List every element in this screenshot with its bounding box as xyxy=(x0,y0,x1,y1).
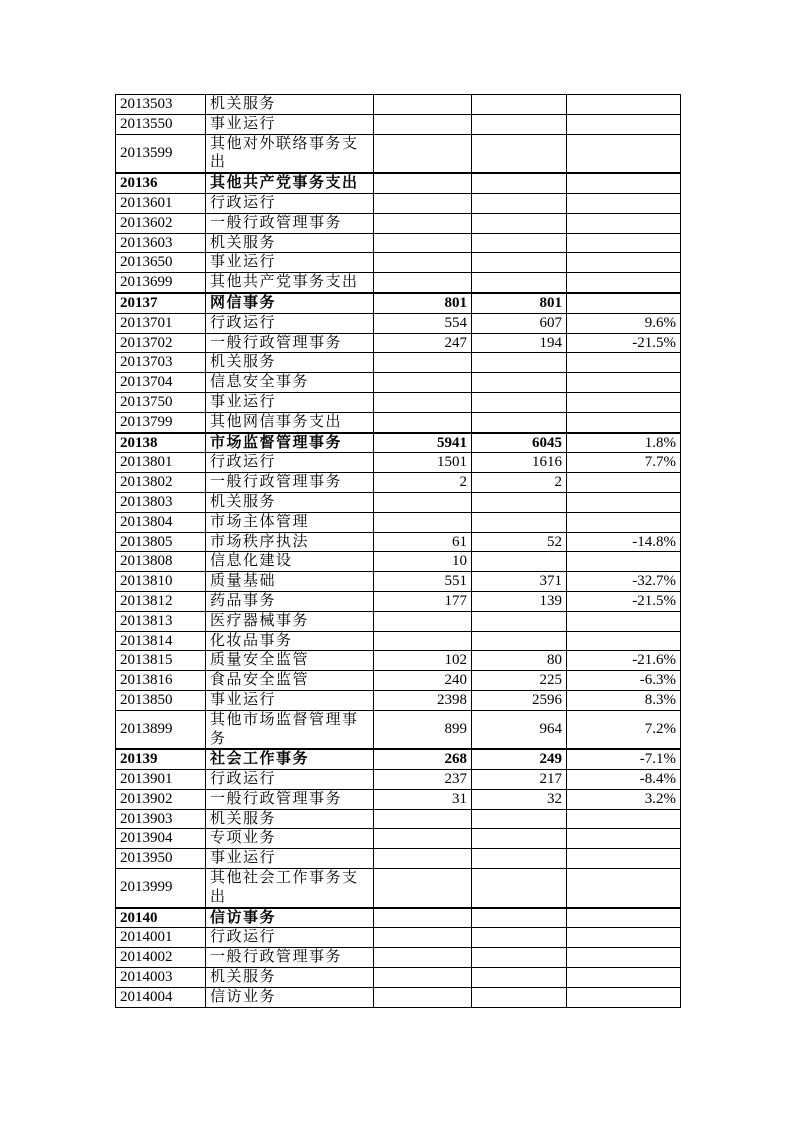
row-code: 2013902 xyxy=(116,789,206,809)
table-row xyxy=(116,749,681,769)
row-amount-2 xyxy=(472,809,567,829)
row-change-pct xyxy=(567,928,681,948)
row-amount-2 xyxy=(472,512,567,532)
row-code: 2013603 xyxy=(116,233,206,253)
row-amount-1 xyxy=(374,869,472,908)
row-change-pct xyxy=(567,173,681,193)
table-row xyxy=(116,710,681,749)
row-amount-1 xyxy=(374,809,472,829)
row-amount-1: 247 xyxy=(374,333,472,353)
row-amount-1: 268 xyxy=(374,749,472,769)
row-change-pct xyxy=(567,829,681,849)
row-code: 20137 xyxy=(116,293,206,313)
row-name: 信息化建设 xyxy=(206,552,374,572)
table-row xyxy=(116,869,681,908)
row-code: 2013850 xyxy=(116,690,206,710)
row-amount-1 xyxy=(374,373,472,393)
row-code: 2013899 xyxy=(116,710,206,749)
row-name: 行政运行 xyxy=(206,193,374,213)
table-row xyxy=(116,95,681,115)
row-name: 事业运行 xyxy=(206,690,374,710)
row-amount-1: 2398 xyxy=(374,690,472,710)
row-name: 机关服务 xyxy=(206,968,374,988)
row-code: 2013601 xyxy=(116,193,206,213)
row-amount-2 xyxy=(472,987,567,1007)
row-change-pct: -6.3% xyxy=(567,671,681,691)
row-name: 其他市场监督管理事务 xyxy=(206,710,374,749)
table-row xyxy=(116,690,681,710)
row-amount-2 xyxy=(472,173,567,193)
table-row xyxy=(116,829,681,849)
row-change-pct xyxy=(567,134,681,173)
row-amount-2 xyxy=(472,552,567,572)
row-change-pct xyxy=(567,849,681,869)
row-name: 事业运行 xyxy=(206,849,374,869)
row-amount-1: 10 xyxy=(374,552,472,572)
row-amount-1: 237 xyxy=(374,770,472,790)
row-name: 机关服务 xyxy=(206,233,374,253)
row-amount-1 xyxy=(374,928,472,948)
table-row xyxy=(116,928,681,948)
table-row xyxy=(116,273,681,293)
row-amount-1 xyxy=(374,512,472,532)
row-amount-2 xyxy=(472,849,567,869)
row-amount-1: 61 xyxy=(374,532,472,552)
row-amount-2 xyxy=(472,412,567,432)
row-name: 机关服务 xyxy=(206,809,374,829)
row-amount-2: 2 xyxy=(472,473,567,493)
row-amount-1 xyxy=(374,233,472,253)
row-name: 一般行政管理事务 xyxy=(206,333,374,353)
row-change-pct: -32.7% xyxy=(567,572,681,592)
row-code: 2013950 xyxy=(116,849,206,869)
table-row xyxy=(116,134,681,173)
row-amount-1: 177 xyxy=(374,591,472,611)
row-code: 2013999 xyxy=(116,869,206,908)
row-code: 2013810 xyxy=(116,572,206,592)
row-amount-1 xyxy=(374,173,472,193)
row-amount-2 xyxy=(472,193,567,213)
row-code: 2013704 xyxy=(116,373,206,393)
row-amount-2 xyxy=(472,213,567,233)
table-row xyxy=(116,492,681,512)
row-amount-1: 554 xyxy=(374,313,472,333)
row-change-pct xyxy=(567,373,681,393)
row-amount-2 xyxy=(472,134,567,173)
row-name: 事业运行 xyxy=(206,253,374,273)
row-amount-2 xyxy=(472,353,567,373)
row-amount-1 xyxy=(374,829,472,849)
row-code: 2013550 xyxy=(116,114,206,134)
row-amount-2: 6045 xyxy=(472,433,567,453)
row-amount-1: 899 xyxy=(374,710,472,749)
row-name: 其他共产党事务支出 xyxy=(206,173,374,193)
row-code: 2013503 xyxy=(116,95,206,115)
row-name: 化妆品事务 xyxy=(206,631,374,651)
row-change-pct: -21.5% xyxy=(567,591,681,611)
row-amount-1: 240 xyxy=(374,671,472,691)
table-row xyxy=(116,433,681,453)
row-amount-2 xyxy=(472,392,567,412)
table-row xyxy=(116,253,681,273)
row-change-pct: 8.3% xyxy=(567,690,681,710)
row-change-pct xyxy=(567,869,681,908)
row-amount-2: 217 xyxy=(472,770,567,790)
table-row xyxy=(116,453,681,473)
row-amount-1: 1501 xyxy=(374,453,472,473)
row-name: 专项业务 xyxy=(206,829,374,849)
row-change-pct xyxy=(567,512,681,532)
table-row xyxy=(116,412,681,432)
row-amount-1: 31 xyxy=(374,789,472,809)
table-row xyxy=(116,473,681,493)
table-row xyxy=(116,293,681,313)
row-name: 市场主体管理 xyxy=(206,512,374,532)
row-code: 2013816 xyxy=(116,671,206,691)
row-change-pct xyxy=(567,233,681,253)
row-amount-1 xyxy=(374,134,472,173)
row-amount-2 xyxy=(472,948,567,968)
row-change-pct: 9.6% xyxy=(567,313,681,333)
row-code: 2013650 xyxy=(116,253,206,273)
row-amount-1: 551 xyxy=(374,572,472,592)
row-amount-2: 139 xyxy=(472,591,567,611)
row-amount-2: 52 xyxy=(472,532,567,552)
row-name: 其他对外联络事务支出 xyxy=(206,134,374,173)
row-name: 市场秩序执法 xyxy=(206,532,374,552)
row-amount-1: 102 xyxy=(374,651,472,671)
row-code: 2013815 xyxy=(116,651,206,671)
row-amount-2 xyxy=(472,611,567,631)
table-row xyxy=(116,512,681,532)
table-row xyxy=(116,373,681,393)
row-amount-2 xyxy=(472,928,567,948)
row-amount-1 xyxy=(374,213,472,233)
row-change-pct xyxy=(567,948,681,968)
row-code: 2013702 xyxy=(116,333,206,353)
table-row xyxy=(116,789,681,809)
budget-table-body xyxy=(116,95,681,1008)
row-amount-2 xyxy=(472,631,567,651)
row-change-pct: -7.1% xyxy=(567,749,681,769)
row-amount-1 xyxy=(374,193,472,213)
row-amount-2: 32 xyxy=(472,789,567,809)
row-name: 一般行政管理事务 xyxy=(206,789,374,809)
row-code: 2013812 xyxy=(116,591,206,611)
row-code: 2013803 xyxy=(116,492,206,512)
row-change-pct: -14.8% xyxy=(567,532,681,552)
row-name: 机关服务 xyxy=(206,95,374,115)
row-name: 其他社会工作事务支出 xyxy=(206,869,374,908)
row-amount-2: 194 xyxy=(472,333,567,353)
row-change-pct xyxy=(567,253,681,273)
row-name: 医疗器械事务 xyxy=(206,611,374,631)
row-name: 其他网信事务支出 xyxy=(206,412,374,432)
row-code: 2013813 xyxy=(116,611,206,631)
table-row xyxy=(116,114,681,134)
row-change-pct xyxy=(567,392,681,412)
table-row xyxy=(116,631,681,651)
row-amount-1 xyxy=(374,353,472,373)
table-row xyxy=(116,333,681,353)
row-amount-2: 371 xyxy=(472,572,567,592)
row-name: 药品事务 xyxy=(206,591,374,611)
table-row xyxy=(116,968,681,988)
table-row xyxy=(116,591,681,611)
row-name: 行政运行 xyxy=(206,313,374,333)
row-code: 2013699 xyxy=(116,273,206,293)
row-amount-1 xyxy=(374,968,472,988)
row-change-pct xyxy=(567,987,681,1007)
row-change-pct xyxy=(567,95,681,115)
row-name: 机关服务 xyxy=(206,353,374,373)
row-name: 质量安全监管 xyxy=(206,651,374,671)
table-row xyxy=(116,552,681,572)
row-code: 2013801 xyxy=(116,453,206,473)
row-amount-1: 2 xyxy=(374,473,472,493)
row-name: 机关服务 xyxy=(206,492,374,512)
row-code: 2013602 xyxy=(116,213,206,233)
row-amount-1 xyxy=(374,95,472,115)
row-amount-2 xyxy=(472,114,567,134)
row-name: 一般行政管理事务 xyxy=(206,948,374,968)
row-name: 其他共产党事务支出 xyxy=(206,273,374,293)
row-change-pct xyxy=(567,193,681,213)
row-change-pct xyxy=(567,213,681,233)
row-change-pct xyxy=(567,114,681,134)
row-code: 2013799 xyxy=(116,412,206,432)
row-change-pct xyxy=(567,611,681,631)
row-amount-2 xyxy=(472,373,567,393)
row-change-pct xyxy=(567,273,681,293)
table-row xyxy=(116,987,681,1007)
row-change-pct: -21.5% xyxy=(567,333,681,353)
row-amount-2 xyxy=(472,829,567,849)
table-row xyxy=(116,193,681,213)
row-name: 信访业务 xyxy=(206,987,374,1007)
table-row xyxy=(116,392,681,412)
row-change-pct xyxy=(567,552,681,572)
row-name: 事业运行 xyxy=(206,114,374,134)
row-change-pct xyxy=(567,293,681,313)
row-name: 市场监督管理事务 xyxy=(206,433,374,453)
row-amount-2: 80 xyxy=(472,651,567,671)
row-change-pct xyxy=(567,968,681,988)
row-code: 20140 xyxy=(116,908,206,928)
row-code: 2014004 xyxy=(116,987,206,1007)
row-amount-1 xyxy=(374,631,472,651)
row-amount-2 xyxy=(472,492,567,512)
row-change-pct xyxy=(567,353,681,373)
row-name: 质量基础 xyxy=(206,572,374,592)
row-code: 2013814 xyxy=(116,631,206,651)
row-code: 2013750 xyxy=(116,392,206,412)
row-amount-1 xyxy=(374,849,472,869)
row-amount-1 xyxy=(374,948,472,968)
table-row xyxy=(116,809,681,829)
row-amount-2 xyxy=(472,95,567,115)
row-amount-1 xyxy=(374,392,472,412)
row-amount-1: 5941 xyxy=(374,433,472,453)
row-name: 行政运行 xyxy=(206,928,374,948)
row-name: 一般行政管理事务 xyxy=(206,473,374,493)
row-change-pct xyxy=(567,809,681,829)
row-change-pct xyxy=(567,631,681,651)
row-code: 2014002 xyxy=(116,948,206,968)
table-row xyxy=(116,948,681,968)
row-name: 社会工作事务 xyxy=(206,749,374,769)
row-amount-2 xyxy=(472,869,567,908)
row-amount-2: 1616 xyxy=(472,453,567,473)
row-amount-2 xyxy=(472,968,567,988)
row-change-pct: 7.7% xyxy=(567,453,681,473)
row-amount-2 xyxy=(472,908,567,928)
table-row xyxy=(116,532,681,552)
table-row xyxy=(116,611,681,631)
table-row xyxy=(116,233,681,253)
row-name: 事业运行 xyxy=(206,392,374,412)
row-amount-1 xyxy=(374,908,472,928)
row-change-pct: -21.6% xyxy=(567,651,681,671)
row-name: 行政运行 xyxy=(206,453,374,473)
table-row xyxy=(116,770,681,790)
row-change-pct: 1.8% xyxy=(567,433,681,453)
row-name: 信息安全事务 xyxy=(206,373,374,393)
row-change-pct xyxy=(567,492,681,512)
row-code: 2014001 xyxy=(116,928,206,948)
row-amount-2 xyxy=(472,253,567,273)
row-code: 2013901 xyxy=(116,770,206,790)
row-change-pct: 7.2% xyxy=(567,710,681,749)
row-code: 2013703 xyxy=(116,353,206,373)
row-amount-2: 801 xyxy=(472,293,567,313)
row-name: 行政运行 xyxy=(206,770,374,790)
row-change-pct xyxy=(567,412,681,432)
table-row xyxy=(116,908,681,928)
row-code: 2014003 xyxy=(116,968,206,988)
row-amount-1 xyxy=(374,492,472,512)
row-code: 2013802 xyxy=(116,473,206,493)
table-row xyxy=(116,213,681,233)
row-amount-1 xyxy=(374,253,472,273)
row-amount-2: 607 xyxy=(472,313,567,333)
row-code: 20138 xyxy=(116,433,206,453)
row-change-pct xyxy=(567,908,681,928)
row-code: 2013701 xyxy=(116,313,206,333)
row-change-pct: -8.4% xyxy=(567,770,681,790)
row-amount-1: 801 xyxy=(374,293,472,313)
row-amount-1 xyxy=(374,611,472,631)
table-row xyxy=(116,572,681,592)
row-code: 2013804 xyxy=(116,512,206,532)
row-code: 20136 xyxy=(116,173,206,193)
budget-table xyxy=(115,94,681,1008)
row-code: 2013904 xyxy=(116,829,206,849)
row-change-pct xyxy=(567,473,681,493)
row-code: 2013808 xyxy=(116,552,206,572)
row-amount-1 xyxy=(374,412,472,432)
table-row xyxy=(116,313,681,333)
table-row xyxy=(116,353,681,373)
row-amount-2: 2596 xyxy=(472,690,567,710)
row-code: 20139 xyxy=(116,749,206,769)
row-name: 食品安全监管 xyxy=(206,671,374,691)
row-amount-2: 225 xyxy=(472,671,567,691)
row-amount-2 xyxy=(472,273,567,293)
row-amount-2 xyxy=(472,233,567,253)
row-name: 网信事务 xyxy=(206,293,374,313)
table-row xyxy=(116,651,681,671)
row-amount-1 xyxy=(374,987,472,1007)
row-amount-2: 964 xyxy=(472,710,567,749)
row-code: 2013599 xyxy=(116,134,206,173)
row-name: 信访事务 xyxy=(206,908,374,928)
row-amount-2: 249 xyxy=(472,749,567,769)
table-row xyxy=(116,671,681,691)
row-code: 2013805 xyxy=(116,532,206,552)
row-amount-1 xyxy=(374,273,472,293)
table-row xyxy=(116,849,681,869)
row-amount-1 xyxy=(374,114,472,134)
table-row xyxy=(116,173,681,193)
row-code: 2013903 xyxy=(116,809,206,829)
row-name: 一般行政管理事务 xyxy=(206,213,374,233)
row-change-pct: 3.2% xyxy=(567,789,681,809)
